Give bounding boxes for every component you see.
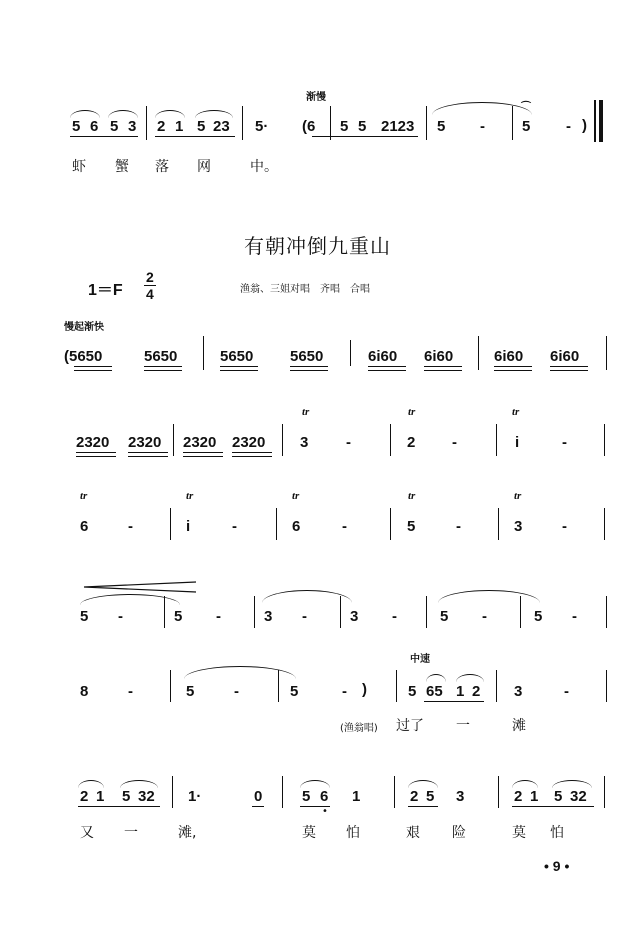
low-dot: • [322, 806, 328, 817]
trill-mark: tr [292, 490, 300, 502]
lyric: 滩 [512, 718, 526, 734]
lyric: 网 [197, 159, 211, 175]
note: 5 [407, 518, 416, 535]
note: ) [582, 117, 587, 134]
note: (6 [302, 118, 316, 135]
note: - [572, 608, 577, 625]
note: 5 [437, 118, 446, 135]
note: - [118, 608, 123, 625]
note: 3 [456, 788, 465, 805]
performers-note: 渔翁、三姐对唱 齐唱 合唱 [240, 284, 370, 295]
note-group: 2320 [183, 434, 217, 451]
barline [604, 776, 605, 808]
note-group: 5650 [144, 348, 178, 365]
note: i [515, 434, 520, 451]
note: 2123 [381, 118, 415, 135]
page-dot-right: • [560, 858, 570, 874]
note: 2 [472, 683, 481, 700]
beam [512, 806, 594, 807]
note-group: (5650 [64, 348, 103, 365]
note: 1 [530, 788, 539, 805]
note-group: 2320 [76, 434, 110, 451]
note: 8 [80, 683, 89, 700]
song-title: 有朝冲倒九重山 [244, 234, 391, 258]
note: 6 [292, 518, 301, 535]
note: 5 [186, 683, 195, 700]
note: - [128, 518, 133, 535]
note: 5 [302, 788, 311, 805]
note: 3 [300, 434, 309, 451]
trill-mark: tr [80, 490, 88, 502]
barline [426, 596, 427, 628]
note: 5 [440, 608, 449, 625]
note: - [566, 118, 571, 135]
note: 5 [197, 118, 206, 135]
note: 5 [554, 788, 563, 805]
note: 2 [514, 788, 523, 805]
note: - [392, 608, 397, 625]
page-number [544, 858, 569, 874]
note: 5 [426, 788, 435, 805]
note: 3 [264, 608, 273, 625]
note: ) [362, 681, 367, 698]
note: 5 [122, 788, 131, 805]
beam [408, 806, 438, 807]
note: 6 [90, 118, 99, 135]
lyric: 落 [155, 159, 169, 175]
barline [278, 670, 279, 702]
note: 2 [157, 118, 166, 135]
barline [606, 670, 607, 702]
underline [252, 806, 264, 807]
barline [496, 670, 497, 702]
note: 2 [80, 788, 89, 805]
trill-mark: tr [408, 406, 416, 418]
note: - [216, 608, 221, 625]
note: 0 [254, 788, 263, 805]
lyric: 蟹 [115, 159, 129, 175]
barline [282, 776, 283, 808]
note: - [564, 683, 569, 700]
lyric: 又 [80, 825, 94, 841]
note: 1 [456, 683, 465, 700]
note: 5 [290, 683, 299, 700]
note: 5 [408, 683, 417, 700]
note: - [234, 683, 239, 700]
barline [340, 596, 341, 628]
note: 65 [426, 683, 443, 700]
note: 23 [213, 118, 230, 135]
lyric: 中。 [250, 159, 278, 175]
note-group: 2320 [128, 434, 162, 451]
note: - [482, 608, 487, 625]
note: 5 [340, 118, 349, 135]
lyric: 虾 [72, 159, 86, 175]
note: 3 [350, 608, 359, 625]
tempo-intro: 慢起渐快 [64, 322, 104, 333]
barline [172, 776, 173, 808]
lyric: 莫 [512, 825, 526, 841]
note: 5 [534, 608, 543, 625]
note-group: 6i60 [368, 348, 398, 365]
lyric: 怕 [550, 825, 564, 841]
note: 6 [80, 518, 89, 535]
trill-mark: tr [514, 490, 522, 502]
note: 2 [407, 434, 416, 451]
note: 3 [128, 118, 137, 135]
note: 5· [255, 118, 269, 135]
barline [254, 596, 255, 628]
lyric: 险 [452, 825, 466, 841]
beam [78, 806, 160, 807]
barline [498, 776, 499, 808]
note: - [302, 608, 307, 625]
note: - [346, 434, 351, 451]
trill-mark: tr [512, 406, 520, 418]
note: - [562, 434, 567, 451]
tempo-mark-rit: 渐慢 [306, 92, 326, 103]
note: - [232, 518, 237, 535]
note-group: 2320 [232, 434, 266, 451]
tempo-mid: 中速 [410, 654, 430, 665]
beam [424, 701, 484, 702]
lyric: 怕 [346, 825, 360, 841]
page-number-value: 9 [552, 858, 561, 874]
note-group: 6i60 [550, 348, 580, 365]
note: 5 [72, 118, 81, 135]
note: 1 [352, 788, 361, 805]
time-bottom: 4 [146, 286, 154, 302]
trill-mark: tr [408, 490, 416, 502]
fermata: ⌒ [521, 102, 531, 113]
note: - [562, 518, 567, 535]
note: 5 [80, 608, 89, 625]
note-group: 6i60 [494, 348, 524, 365]
note-group: 6i60 [424, 348, 454, 365]
barline [396, 670, 397, 702]
note: - [456, 518, 461, 535]
key: 1＝F [88, 282, 123, 299]
note: i [186, 518, 191, 535]
lyric: 莫 [302, 825, 316, 841]
note-group: 5650 [290, 348, 324, 365]
barline [520, 596, 521, 628]
note: 5 [522, 118, 531, 135]
trill-mark: tr [302, 406, 310, 418]
barline [170, 670, 171, 702]
trill-mark: tr [186, 490, 194, 502]
singer-note: (渔翁唱) [340, 723, 378, 734]
note: 5 [110, 118, 119, 135]
note: - [342, 518, 347, 535]
note: - [128, 683, 133, 700]
note-group: 5650 [220, 348, 254, 365]
note: 3 [514, 683, 523, 700]
barline [164, 596, 165, 628]
note: - [480, 118, 485, 135]
barline [606, 596, 607, 628]
barline [394, 776, 395, 808]
note: 6 [320, 788, 329, 805]
note: 32 [138, 788, 155, 805]
time-top: 2 [146, 269, 154, 285]
note: 32 [570, 788, 587, 805]
lyric: 过了 [396, 718, 424, 734]
note: 1 [175, 118, 184, 135]
note: 5 [174, 608, 183, 625]
lyric: 艰 [406, 825, 420, 841]
note: - [452, 434, 457, 451]
lyric: 滩, [178, 825, 197, 841]
page-dot-left: • [544, 858, 553, 874]
lyric: 一 [124, 825, 138, 841]
note: - [342, 683, 347, 700]
note: 1 [96, 788, 105, 805]
lyric: 一 [456, 718, 470, 734]
note: 2 [410, 788, 419, 805]
note: 1· [188, 788, 202, 805]
note: 5 [358, 118, 367, 135]
note: 3 [514, 518, 523, 535]
